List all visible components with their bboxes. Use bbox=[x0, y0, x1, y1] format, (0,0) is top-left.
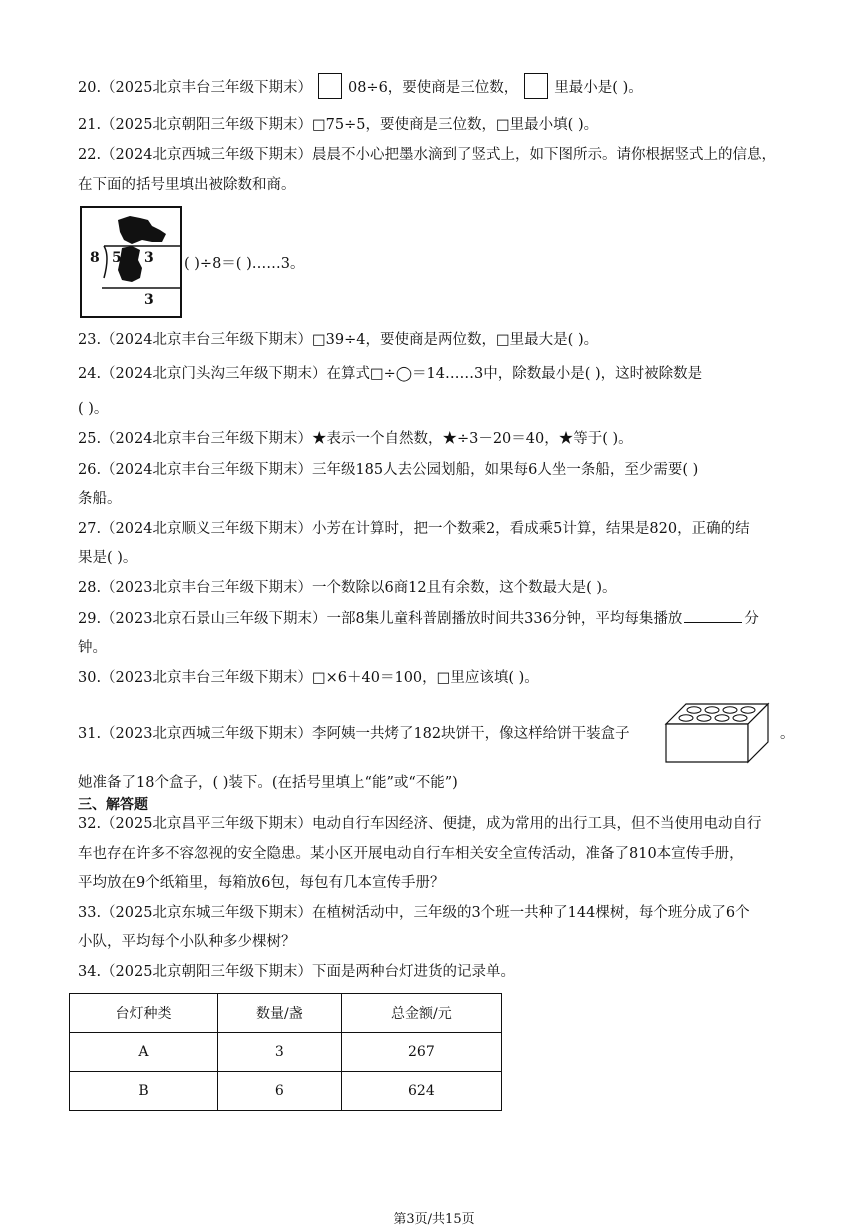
q29-text: 29.（2023北京石景山三年级下期末）一部8集儿童科普剧播放时间共336分钟，平均每集播放 bbox=[78, 611, 683, 627]
question-27-line1: 27.（2024北京顺义三年级下期末）小芳在计算时，把一个数乘2，看成乘5计算，结果是820，正确的结 bbox=[78, 521, 750, 537]
q20-mid: 08÷6，要使商是三位数， bbox=[347, 80, 519, 96]
ink-division-figure bbox=[80, 206, 182, 318]
table-cell: 624 bbox=[341, 1072, 501, 1111]
table-cell: B bbox=[70, 1072, 218, 1111]
q20-prefix: 20.（2025北京丰台三年级下期末） bbox=[78, 80, 312, 96]
question-28: 28.（2023北京丰台三年级下期末）一个数除以6商12且有余数，这个数最大是( )。 bbox=[78, 580, 617, 596]
question-33-line2: 小队，平均每个小队种多少棵树？ bbox=[78, 934, 296, 950]
table-header: 台灯种类 bbox=[70, 994, 218, 1033]
table-header: 总金额/元 bbox=[341, 994, 501, 1033]
question-31-line2: 她准备了18个盒子，( )装下。(在括号里填上“能”或“不能”) bbox=[78, 775, 458, 791]
question-25: 25.（2024北京丰台三年级下期末）★表示一个自然数，★÷3－20＝40，★等于( )。 bbox=[78, 431, 633, 447]
table-row bbox=[70, 1072, 502, 1111]
remainder-3: 3 bbox=[144, 292, 154, 308]
q29-unit: 分 bbox=[744, 611, 759, 627]
table-header-row bbox=[70, 994, 502, 1033]
q20-suffix: 里最小是( )。 bbox=[554, 80, 643, 96]
question-23: 23.（2024北京丰台三年级下期末）□39÷4，要使商是两位数，□里最大是( )。 bbox=[78, 332, 599, 348]
question-32-line3: 平均放在9个纸箱里，每箱放6包，每包有几本宣传手册？ bbox=[78, 875, 445, 891]
question-30: 30.（2023北京丰台三年级下期末）□×6＋40＝100，□里应该填( )。 bbox=[78, 670, 539, 686]
table-row bbox=[70, 1033, 502, 1072]
question-22-line1: 22.（2024北京西城三年级下期末）晨晨不小心把墨水滴到了竖式上，如下图所示。请你根据竖式上的信息， bbox=[78, 147, 776, 163]
answer-underline bbox=[684, 608, 742, 623]
cookie-box-image bbox=[664, 702, 770, 764]
question-32-line2: 车也存在许多不容忽视的安全隐患。某小区开展电动自行车相关安全宣传活动，准备了810本宣传手册， bbox=[78, 846, 744, 862]
blank-box bbox=[318, 73, 342, 99]
question-27-line2: 果是( )。 bbox=[78, 550, 138, 566]
question-29-line1 bbox=[78, 608, 759, 629]
table-cell: A bbox=[70, 1033, 218, 1072]
question-24-line1: 24.（2024北京门头沟三年级下期末）在算式□÷◯＝14……3中，除数最小是( )，这时被除数是 bbox=[78, 366, 703, 382]
table-header: 数量/盏 bbox=[217, 994, 341, 1033]
question-29-line2: 钟。 bbox=[78, 640, 107, 656]
question-31-period: 。 bbox=[780, 726, 795, 742]
question-21: 21.（2025北京朝阳三年级下期末）□75÷5，要使商是三位数，□里最小填( )。 bbox=[78, 117, 599, 133]
question-34: 34.（2025北京朝阳三年级下期末）下面是两种台灯进货的记录单。 bbox=[78, 964, 515, 980]
question-26-line1: 26.（2024北京丰台三年级下期末）三年级185人去公园划船，如果每6人坐一条船，至少需要( ) bbox=[78, 462, 699, 478]
question-22-answer: ( )÷8＝( )……3。 bbox=[184, 256, 305, 272]
table-cell: 3 bbox=[217, 1033, 341, 1072]
blank-box bbox=[524, 73, 548, 99]
question-31-line1: 31.（2023北京西城三年级下期末）李阿姨一共烤了182块饼干，像这样给饼干装盒子 bbox=[78, 726, 630, 742]
question-26-line2: 条船。 bbox=[78, 491, 122, 507]
divisor-8: 8 bbox=[90, 250, 100, 266]
question-24-line2: ( )。 bbox=[78, 401, 109, 417]
page-footer: 第3页/共15页 bbox=[393, 1212, 475, 1227]
dividend-digit-3: 3 bbox=[144, 250, 154, 266]
section-heading: 三、解答题 bbox=[78, 797, 148, 813]
ink-blot-top bbox=[118, 216, 166, 244]
table-cell: 267 bbox=[341, 1033, 501, 1072]
lamp-record-table bbox=[69, 993, 502, 1111]
question-32-line1: 32.（2025北京昌平三年级下期末）电动自行车因经济、便捷，成为常用的出行工具，但不当使用电动自行 bbox=[78, 816, 762, 832]
cookie-box-icon bbox=[664, 702, 770, 764]
question-22-line2: 在下面的括号里填出被除数和商。 bbox=[78, 177, 296, 193]
question-20 bbox=[78, 75, 643, 101]
dividend-digit-5: 5 bbox=[112, 250, 122, 266]
question-33-line1: 33.（2025北京东城三年级下期末）在植树活动中，三年级的3个班一共种了144棵树，每个班分成了6个 bbox=[78, 905, 750, 921]
table-cell: 6 bbox=[217, 1072, 341, 1111]
